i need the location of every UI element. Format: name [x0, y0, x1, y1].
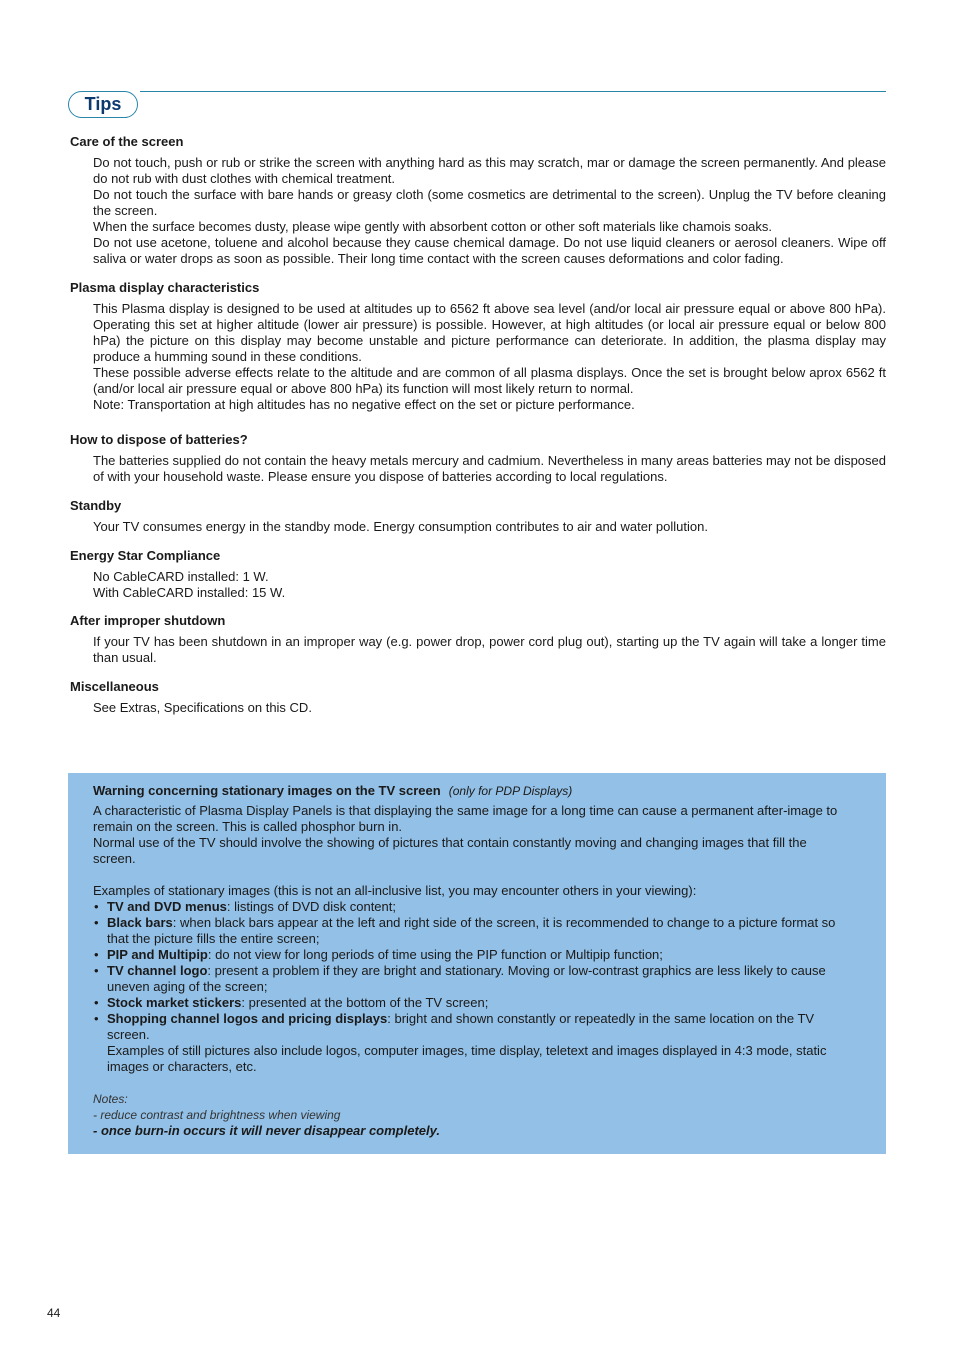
section-title: Standby [70, 498, 122, 513]
header-rule [140, 91, 886, 92]
section-title: How to dispose of batteries? [70, 432, 248, 447]
spacer [93, 867, 852, 883]
paragraph: When the surface becomes dusty, please wipe gently with absorbent cotton or other soft materials like chamois soaks. [93, 219, 772, 234]
section-title: Miscellaneous [70, 679, 159, 694]
paragraph: No CableCARD installed: 1 W. [93, 569, 269, 584]
note-item-emphasis: - once burn-in occurs it will never disappear completely. [93, 1123, 440, 1138]
bullet-term: Shopping channel logos and pricing displays [107, 1011, 388, 1026]
paragraph: Note: Transportation at high altitudes has no negative effect on the set or picture performance. [93, 397, 635, 412]
note-item: - reduce contrast and brightness when viewing [93, 1108, 341, 1122]
section-body [93, 700, 886, 716]
section-body [93, 155, 886, 267]
list-item [93, 899, 852, 915]
spacer [93, 1075, 852, 1091]
warning-paragraph: A characteristic of Plasma Display Panels is that displaying the same image for a long time can cause a permanent after-image to remain on the screen. This is called phosphor burn in. [93, 803, 838, 834]
bullet-term: TV channel logo [107, 963, 208, 978]
section-body [93, 634, 886, 666]
warning-heading [93, 783, 852, 799]
section-plasma-characteristics [70, 280, 886, 413]
paragraph: If your TV has been shutdown in an improper way (e.g. power drop, power cord plug out), starting up the TV again will take a longer time than usual. [93, 634, 886, 665]
bullet-text: : do not view for long periods of time using the PIP function or Multipip function; [207, 947, 663, 962]
warning-box [68, 773, 886, 1154]
section-dispose-batteries [70, 432, 886, 485]
examples-list [93, 899, 852, 1043]
paragraph: This Plasma display is designed to be used at altitudes up to 6562 ft above sea level (and/or local air pressure equal or above 800 hPa). Operating this set at higher altitude (lower air pressure) is possible. However, at high altitudes (or local air pressure equal or below 800 hPa) the picture on this display may become unstable and picture performance can deteriorate. In addition, the plasma display may produce a humming sound in these conditions. [93, 301, 886, 364]
list-item [93, 995, 852, 1011]
section-body [93, 519, 886, 535]
paragraph: With CableCARD installed: 15 W. [93, 585, 286, 600]
bullet-text: : listings of DVD disk content; [226, 899, 396, 914]
warning-subtitle: (only for PDP Displays) [448, 784, 573, 798]
paragraph: The batteries supplied do not contain the heavy metals mercury and cadmium. Nevertheless in many areas batteries may not be disposed of with your household waste. Please ensure you dispose of batteries according to local regulations. [93, 453, 886, 484]
page-number: 44 [47, 1306, 61, 1320]
bullet-text: : when black bars appear at the left and right side of the screen, it is recommended to change to a picture format so that the picture fills the entire screen; [107, 915, 836, 946]
section-title: Care of the screen [70, 134, 184, 149]
bullet-term: PIP and Multipip [107, 947, 208, 962]
paragraph: Do not touch, push or rub or strike the screen with anything hard as this may scratch, mar or damage the screen permanently. And please do not rub with dust clothes with chemical treatment. [93, 155, 886, 186]
section-title: After improper shutdown [70, 613, 226, 628]
list-item [93, 1011, 852, 1043]
bullet-term: Stock market stickers [107, 995, 242, 1010]
section-body [93, 301, 886, 413]
paragraph: See Extras, Specifications on this CD. [93, 700, 312, 715]
bullet-text: : present a problem if they are bright and stationary. Moving or low-contrast graphics are less likely to cause uneven aging of the screen; [107, 963, 826, 994]
section-miscellaneous [70, 679, 886, 716]
section-energy-star [70, 548, 886, 601]
paragraph: Do not use acetone, toluene and alcohol because they cause chemical damage. Do not use liquid cleaners or aerosol cleaners. Wipe off saliva or water drops as soon as possible. Their long time contact with the screen causes deformations and color fading. [93, 235, 886, 266]
section-body [93, 569, 886, 601]
section-improper-shutdown [70, 613, 886, 666]
warning-title: Warning concerning stationary images on the TV screen [93, 783, 441, 798]
bullet-text: : bright and shown constantly or repeatedly in the same location on the TV screen. [107, 1011, 815, 1042]
tips-badge: Tips [68, 91, 138, 118]
paragraph: These possible adverse effects relate to the altitude and are common of all plasma displays. Once the set is brought below aprox 6562 ft (and/or local air pressure equal or above 800 hPa) its function will most likely return to normal. [93, 365, 886, 396]
notes-label: Notes: [93, 1092, 128, 1106]
warning-paragraph: Normal use of the TV should involve the showing of pictures that contain constantly moving and changing images that fill the screen. [93, 835, 807, 866]
bullet-term: Black bars [107, 915, 173, 930]
paragraph: Do not touch the surface with bare hands or greasy cloth (some cosmetics are detrimental to the screen). Unplug the TV before cleaning the screen. [93, 187, 886, 218]
section-body [93, 453, 886, 485]
examples-intro: Examples of stationary images (this is not an all-inclusive list, you may encounter others in your viewing): [93, 883, 697, 898]
section-title: Plasma display characteristics [70, 280, 260, 295]
list-item [93, 915, 852, 947]
still-pictures-text: Examples of still pictures also include logos, computer images, time display, teletext and images displayed in 4:3 mode, static images or characters, etc. [107, 1043, 827, 1074]
list-item [93, 947, 852, 963]
bullet-text: : presented at the bottom of the TV screen; [241, 995, 489, 1010]
section-standby [70, 498, 886, 535]
section-care-of-screen [70, 134, 886, 267]
bullet-term: TV and DVD menus [107, 899, 227, 914]
paragraph: Your TV consumes energy in the standby mode. Energy consumption contributes to air and water pollution. [93, 519, 708, 534]
section-title: Energy Star Compliance [70, 548, 221, 563]
list-item [93, 963, 852, 995]
